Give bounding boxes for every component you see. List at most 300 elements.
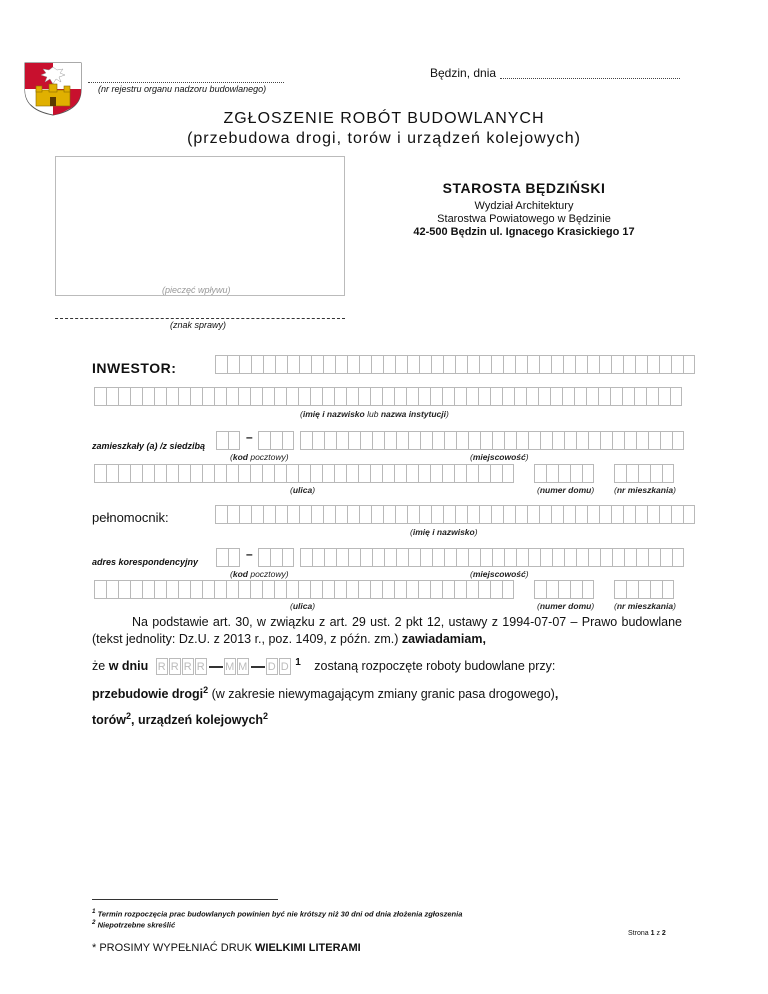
letter-cell[interactable] — [202, 464, 214, 483]
letter-cell[interactable] — [534, 580, 546, 599]
letter-cell[interactable] — [430, 580, 442, 599]
letter-cell[interactable] — [358, 580, 370, 599]
proxy-house-grid[interactable] — [534, 580, 594, 599]
letter-cell[interactable] — [430, 464, 442, 483]
letter-cell[interactable] — [552, 548, 564, 567]
letter-cell[interactable] — [346, 580, 358, 599]
letter-cell[interactable] — [660, 548, 672, 567]
letter-cell[interactable] — [334, 464, 346, 483]
letter-cell[interactable] — [312, 431, 324, 450]
letter-cell[interactable] — [166, 387, 178, 406]
letter-cell[interactable] — [298, 580, 310, 599]
letter-cell[interactable] — [299, 355, 311, 374]
letter-cell[interactable] — [516, 431, 528, 450]
letter-cell[interactable] — [480, 548, 492, 567]
letter-cell[interactable] — [670, 387, 682, 406]
letter-cell[interactable] — [671, 505, 683, 524]
letter-cell[interactable] — [226, 387, 238, 406]
letter-cell[interactable] — [504, 548, 516, 567]
letter-cell[interactable] — [370, 580, 382, 599]
letter-cell[interactable] — [394, 464, 406, 483]
letter-cell[interactable] — [550, 387, 562, 406]
letter-cell[interactable] — [683, 355, 695, 374]
letter-cell[interactable] — [672, 431, 684, 450]
letter-cell[interactable] — [336, 548, 348, 567]
letter-cell[interactable] — [648, 431, 660, 450]
letter-cell[interactable] — [467, 505, 479, 524]
letter-cell[interactable] — [118, 580, 130, 599]
letter-cell[interactable] — [598, 387, 610, 406]
letter-cell[interactable] — [671, 355, 683, 374]
letter-cell[interactable] — [312, 548, 324, 567]
investor-flat-grid[interactable] — [614, 464, 674, 483]
letter-cell[interactable] — [614, 580, 626, 599]
letter-cell[interactable] — [142, 464, 154, 483]
letter-cell[interactable] — [250, 464, 262, 483]
letter-cell[interactable] — [659, 355, 671, 374]
letter-cell[interactable] — [286, 464, 298, 483]
date-cell[interactable]: D — [266, 658, 278, 675]
letter-cell[interactable] — [431, 355, 443, 374]
letter-cell[interactable] — [215, 505, 227, 524]
letter-cell[interactable] — [534, 464, 546, 483]
letter-cell[interactable] — [238, 387, 250, 406]
letter-cell[interactable] — [408, 431, 420, 450]
letter-cell[interactable] — [384, 548, 396, 567]
letter-cell[interactable] — [600, 431, 612, 450]
letter-cell[interactable] — [479, 505, 491, 524]
letter-cell[interactable] — [683, 505, 695, 524]
letter-cell[interactable] — [214, 464, 226, 483]
letter-cell[interactable] — [504, 431, 516, 450]
letter-cell[interactable] — [455, 505, 467, 524]
letter-cell[interactable] — [323, 355, 335, 374]
date-cell[interactable]: M — [237, 658, 249, 675]
letter-cell[interactable] — [490, 387, 502, 406]
letter-cell[interactable] — [658, 387, 670, 406]
letter-cell[interactable] — [238, 580, 250, 599]
letter-cell[interactable] — [502, 580, 514, 599]
letter-cell[interactable] — [262, 464, 274, 483]
letter-cell[interactable] — [214, 580, 226, 599]
letter-cell[interactable] — [250, 387, 262, 406]
letter-cell[interactable] — [178, 387, 190, 406]
letter-cell[interactable] — [420, 431, 432, 450]
letter-cell[interactable] — [502, 387, 514, 406]
letter-cell[interactable] — [515, 355, 527, 374]
investor-house-grid[interactable] — [534, 464, 594, 483]
letter-cell[interactable] — [622, 387, 634, 406]
date-cell[interactable]: M — [224, 658, 236, 675]
letter-cell[interactable] — [454, 580, 466, 599]
letter-cell[interactable] — [202, 387, 214, 406]
letter-cell[interactable] — [324, 548, 336, 567]
investor-city-grid[interactable] — [300, 431, 684, 450]
letter-cell[interactable] — [370, 387, 382, 406]
letter-cell[interactable] — [419, 355, 431, 374]
letter-cell[interactable] — [274, 464, 286, 483]
letter-cell[interactable] — [371, 355, 383, 374]
letter-cell[interactable] — [528, 431, 540, 450]
letter-cell[interactable] — [298, 387, 310, 406]
letter-cell[interactable] — [262, 387, 274, 406]
letter-cell[interactable] — [624, 431, 636, 450]
letter-cell[interactable] — [599, 355, 611, 374]
letter-cell[interactable] — [310, 464, 322, 483]
letter-cell[interactable] — [382, 387, 394, 406]
letter-cell[interactable] — [251, 505, 263, 524]
letter-cell[interactable] — [558, 580, 570, 599]
letter-cell[interactable] — [359, 505, 371, 524]
letter-cell[interactable] — [539, 505, 551, 524]
item-tracks[interactable]: torów — [92, 713, 127, 728]
letter-cell[interactable] — [347, 505, 359, 524]
investor-postal-grid-a[interactable] — [216, 431, 240, 450]
letter-cell[interactable] — [492, 431, 504, 450]
letter-cell[interactable] — [502, 464, 514, 483]
letter-cell[interactable] — [239, 355, 251, 374]
letter-cell[interactable] — [270, 548, 282, 567]
letter-cell[interactable] — [214, 387, 226, 406]
letter-cell[interactable] — [444, 548, 456, 567]
letter-cell[interactable] — [382, 464, 394, 483]
letter-cell[interactable] — [94, 464, 106, 483]
letter-cell[interactable] — [610, 387, 622, 406]
letter-cell[interactable] — [94, 387, 106, 406]
letter-cell[interactable] — [634, 387, 646, 406]
letter-cell[interactable] — [130, 464, 142, 483]
letter-cell[interactable] — [334, 580, 346, 599]
letter-cell[interactable] — [442, 387, 454, 406]
letter-cell[interactable] — [396, 548, 408, 567]
letter-cell[interactable] — [130, 387, 142, 406]
letter-cell[interactable] — [527, 355, 539, 374]
letter-cell[interactable] — [635, 505, 647, 524]
letter-cell[interactable] — [478, 464, 490, 483]
letter-cell[interactable] — [574, 387, 586, 406]
letter-cell[interactable] — [570, 464, 582, 483]
letter-cell[interactable] — [154, 464, 166, 483]
proxy-flat-grid[interactable] — [614, 580, 674, 599]
letter-cell[interactable] — [466, 580, 478, 599]
letter-cell[interactable] — [300, 548, 312, 567]
letter-cell[interactable] — [478, 580, 490, 599]
letter-cell[interactable] — [491, 505, 503, 524]
letter-cell[interactable] — [274, 580, 286, 599]
letter-cell[interactable] — [370, 464, 382, 483]
case-number-line[interactable] — [55, 318, 345, 319]
letter-cell[interactable] — [360, 431, 372, 450]
letter-cell[interactable] — [626, 580, 638, 599]
letter-cell[interactable] — [310, 387, 322, 406]
letter-cell[interactable] — [430, 387, 442, 406]
letter-cell[interactable] — [432, 548, 444, 567]
letter-cell[interactable] — [418, 387, 430, 406]
letter-cell[interactable] — [118, 464, 130, 483]
letter-cell[interactable] — [672, 548, 684, 567]
letter-cell[interactable] — [227, 355, 239, 374]
proxy-street-grid[interactable] — [94, 580, 514, 599]
letter-cell[interactable] — [527, 505, 539, 524]
letter-cell[interactable] — [647, 505, 659, 524]
letter-cell[interactable] — [466, 464, 478, 483]
letter-cell[interactable] — [178, 464, 190, 483]
letter-cell[interactable] — [443, 355, 455, 374]
letter-cell[interactable] — [228, 431, 240, 450]
letter-cell[interactable] — [190, 387, 202, 406]
letter-cell[interactable] — [662, 580, 674, 599]
proxy-postal-grid-b[interactable] — [258, 548, 294, 567]
letter-cell[interactable] — [372, 548, 384, 567]
letter-cell[interactable] — [263, 505, 275, 524]
letter-cell[interactable] — [576, 548, 588, 567]
letter-cell[interactable] — [552, 431, 564, 450]
letter-cell[interactable] — [258, 548, 270, 567]
letter-cell[interactable] — [334, 387, 346, 406]
letter-cell[interactable] — [346, 387, 358, 406]
letter-cell[interactable] — [636, 431, 648, 450]
letter-cell[interactable] — [611, 355, 623, 374]
letter-cell[interactable] — [443, 505, 455, 524]
start-date-input[interactable] — [156, 658, 292, 675]
letter-cell[interactable] — [154, 580, 166, 599]
letter-cell[interactable] — [491, 355, 503, 374]
letter-cell[interactable] — [382, 580, 394, 599]
letter-cell[interactable] — [626, 464, 638, 483]
letter-cell[interactable] — [514, 387, 526, 406]
letter-cell[interactable] — [647, 355, 659, 374]
letter-cell[interactable] — [270, 431, 282, 450]
letter-cell[interactable] — [178, 580, 190, 599]
letter-cell[interactable] — [444, 431, 456, 450]
letter-cell[interactable] — [490, 580, 502, 599]
letter-cell[interactable] — [106, 464, 118, 483]
letter-cell[interactable] — [624, 548, 636, 567]
letter-cell[interactable] — [551, 355, 563, 374]
letter-cell[interactable] — [311, 505, 323, 524]
letter-cell[interactable] — [324, 431, 336, 450]
letter-cell[interactable] — [282, 431, 294, 450]
letter-cell[interactable] — [299, 505, 311, 524]
letter-cell[interactable] — [395, 505, 407, 524]
letter-cell[interactable] — [216, 431, 228, 450]
letter-cell[interactable] — [258, 431, 270, 450]
letter-cell[interactable] — [346, 464, 358, 483]
letter-cell[interactable] — [646, 387, 658, 406]
letter-cell[interactable] — [456, 431, 468, 450]
letter-cell[interactable] — [418, 464, 430, 483]
letter-cell[interactable] — [118, 387, 130, 406]
letter-cell[interactable] — [503, 505, 515, 524]
letter-cell[interactable] — [408, 548, 420, 567]
letter-cell[interactable] — [395, 355, 407, 374]
letter-cell[interactable] — [286, 387, 298, 406]
investor-name-grid-2[interactable] — [94, 387, 682, 406]
letter-cell[interactable] — [418, 580, 430, 599]
investor-postal-grid-b[interactable] — [258, 431, 294, 450]
letter-cell[interactable] — [575, 505, 587, 524]
letter-cell[interactable] — [348, 431, 360, 450]
date-cell[interactable]: R — [195, 658, 207, 675]
date-cell[interactable]: D — [279, 658, 291, 675]
letter-cell[interactable] — [582, 464, 594, 483]
item-rail-devices[interactable]: urządzeń kolejowych — [138, 713, 264, 728]
letter-cell[interactable] — [638, 464, 650, 483]
letter-cell[interactable] — [515, 505, 527, 524]
letter-cell[interactable] — [190, 464, 202, 483]
letter-cell[interactable] — [660, 431, 672, 450]
letter-cell[interactable] — [636, 548, 648, 567]
letter-cell[interactable] — [546, 464, 558, 483]
letter-cell[interactable] — [587, 355, 599, 374]
letter-cell[interactable] — [239, 505, 251, 524]
date-field[interactable] — [500, 70, 680, 79]
letter-cell[interactable] — [360, 548, 372, 567]
letter-cell[interactable] — [384, 431, 396, 450]
letter-cell[interactable] — [648, 548, 660, 567]
letter-cell[interactable] — [551, 505, 563, 524]
item-road[interactable]: przebudowie drogi — [92, 687, 204, 702]
letter-cell[interactable] — [454, 464, 466, 483]
letter-cell[interactable] — [558, 464, 570, 483]
letter-cell[interactable] — [614, 464, 626, 483]
letter-cell[interactable] — [275, 355, 287, 374]
letter-cell[interactable] — [407, 355, 419, 374]
letter-cell[interactable] — [586, 387, 598, 406]
letter-cell[interactable] — [623, 355, 635, 374]
letter-cell[interactable] — [588, 548, 600, 567]
letter-cell[interactable] — [298, 464, 310, 483]
letter-cell[interactable] — [635, 355, 647, 374]
letter-cell[interactable] — [227, 505, 239, 524]
letter-cell[interactable] — [659, 505, 671, 524]
letter-cell[interactable] — [94, 580, 106, 599]
letter-cell[interactable] — [455, 355, 467, 374]
letter-cell[interactable] — [442, 580, 454, 599]
letter-cell[interactable] — [262, 580, 274, 599]
letter-cell[interactable] — [612, 548, 624, 567]
letter-cell[interactable] — [442, 464, 454, 483]
letter-cell[interactable] — [130, 580, 142, 599]
letter-cell[interactable] — [275, 505, 287, 524]
letter-cell[interactable] — [478, 387, 490, 406]
letter-cell[interactable] — [600, 548, 612, 567]
letter-cell[interactable] — [563, 355, 575, 374]
letter-cell[interactable] — [539, 355, 551, 374]
letter-cell[interactable] — [480, 431, 492, 450]
proxy-city-grid[interactable] — [300, 548, 684, 567]
date-cell[interactable]: R — [182, 658, 194, 675]
letter-cell[interactable] — [479, 355, 491, 374]
letter-cell[interactable] — [142, 387, 154, 406]
letter-cell[interactable] — [540, 431, 552, 450]
letter-cell[interactable] — [154, 387, 166, 406]
letter-cell[interactable] — [662, 464, 674, 483]
letter-cell[interactable] — [322, 387, 334, 406]
letter-cell[interactable] — [383, 355, 395, 374]
letter-cell[interactable] — [406, 464, 418, 483]
letter-cell[interactable] — [106, 387, 118, 406]
letter-cell[interactable] — [503, 355, 515, 374]
letter-cell[interactable] — [516, 548, 528, 567]
letter-cell[interactable] — [287, 355, 299, 374]
letter-cell[interactable] — [347, 355, 359, 374]
letter-cell[interactable] — [322, 464, 334, 483]
investor-street-grid[interactable] — [94, 464, 514, 483]
letter-cell[interactable] — [588, 431, 600, 450]
letter-cell[interactable] — [468, 548, 480, 567]
letter-cell[interactable] — [250, 580, 262, 599]
letter-cell[interactable] — [166, 464, 178, 483]
letter-cell[interactable] — [274, 387, 286, 406]
letter-cell[interactable] — [454, 387, 466, 406]
letter-cell[interactable] — [587, 505, 599, 524]
letter-cell[interactable] — [406, 387, 418, 406]
letter-cell[interactable] — [406, 580, 418, 599]
letter-cell[interactable] — [468, 431, 480, 450]
letter-cell[interactable] — [650, 580, 662, 599]
letter-cell[interactable] — [526, 387, 538, 406]
letter-cell[interactable] — [190, 580, 202, 599]
letter-cell[interactable] — [570, 580, 582, 599]
letter-cell[interactable] — [575, 355, 587, 374]
letter-cell[interactable] — [323, 505, 335, 524]
letter-cell[interactable] — [238, 464, 250, 483]
letter-cell[interactable] — [166, 580, 178, 599]
letter-cell[interactable] — [322, 580, 334, 599]
letter-cell[interactable] — [540, 548, 552, 567]
letter-cell[interactable] — [251, 355, 263, 374]
letter-cell[interactable] — [335, 355, 347, 374]
letter-cell[interactable] — [142, 580, 154, 599]
registry-number-line[interactable] — [88, 74, 284, 83]
letter-cell[interactable] — [106, 580, 118, 599]
letter-cell[interactable] — [216, 548, 228, 567]
letter-cell[interactable] — [420, 548, 432, 567]
letter-cell[interactable] — [432, 431, 444, 450]
letter-cell[interactable] — [611, 505, 623, 524]
letter-cell[interactable] — [335, 505, 347, 524]
letter-cell[interactable] — [467, 355, 479, 374]
date-cell[interactable]: R — [156, 658, 168, 675]
letter-cell[interactable] — [336, 431, 348, 450]
letter-cell[interactable] — [490, 464, 502, 483]
letter-cell[interactable] — [456, 548, 468, 567]
letter-cell[interactable] — [563, 505, 575, 524]
proxy-name-grid[interactable] — [215, 505, 695, 524]
letter-cell[interactable] — [287, 505, 299, 524]
investor-name-grid-1[interactable] — [215, 355, 695, 374]
letter-cell[interactable] — [538, 387, 550, 406]
letter-cell[interactable] — [612, 431, 624, 450]
letter-cell[interactable] — [599, 505, 611, 524]
letter-cell[interactable] — [419, 505, 431, 524]
letter-cell[interactable] — [263, 355, 275, 374]
letter-cell[interactable] — [546, 580, 558, 599]
letter-cell[interactable] — [371, 505, 383, 524]
letter-cell[interactable] — [562, 387, 574, 406]
letter-cell[interactable] — [623, 505, 635, 524]
letter-cell[interactable] — [310, 580, 322, 599]
letter-cell[interactable] — [466, 387, 478, 406]
letter-cell[interactable] — [202, 580, 214, 599]
letter-cell[interactable] — [564, 431, 576, 450]
letter-cell[interactable] — [226, 464, 238, 483]
letter-cell[interactable] — [564, 548, 576, 567]
letter-cell[interactable] — [286, 580, 298, 599]
letter-cell[interactable] — [650, 464, 662, 483]
letter-cell[interactable] — [638, 580, 650, 599]
